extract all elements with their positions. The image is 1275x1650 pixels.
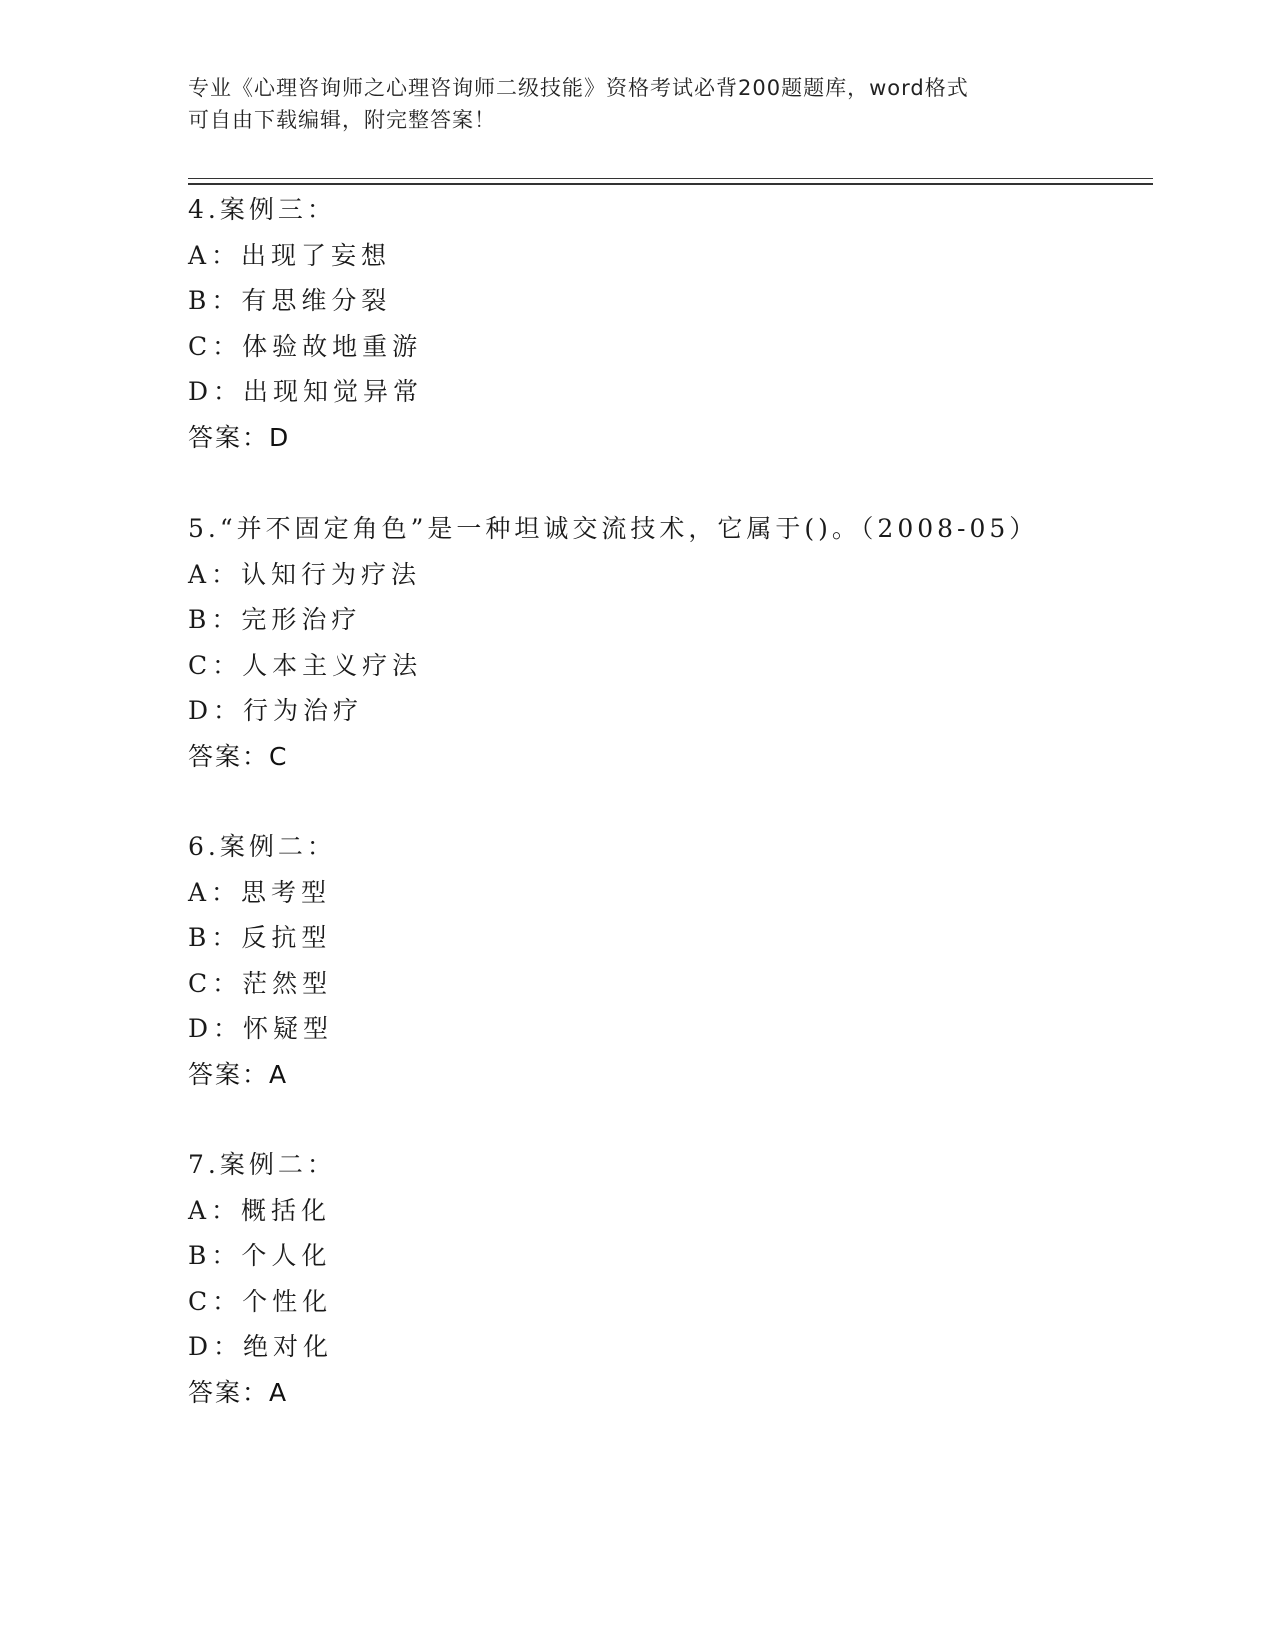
option-c: C：体验故地重游 [188, 331, 423, 361]
option-c: C：茫然型 [188, 968, 333, 998]
option-b: B：完形治疗 [188, 605, 362, 634]
question-stem: 4.案例三： [188, 195, 336, 224]
question-6 [188, 824, 1148, 1097]
option-a: A：思考型 [188, 877, 332, 907]
answer-line: 答案：A [188, 1059, 289, 1089]
question-stem: 7.案例二： [188, 1150, 336, 1179]
option-d: D：绝对化 [188, 1332, 334, 1361]
option-a: A：概括化 [188, 1195, 332, 1225]
option-b: B：有思维分裂 [188, 286, 392, 315]
option-d: D：怀疑型 [188, 1014, 334, 1043]
question-stem: 6.案例二： [188, 832, 336, 861]
header-title-line-1: 专业《心理咨询师之心理咨询师二级技能》资格考试必背200题题库，word格式 [188, 76, 969, 100]
option-d: D：出现知觉异常 [188, 377, 424, 406]
document-header [188, 72, 1088, 136]
option-b: B：个人化 [188, 1241, 332, 1270]
answer-line: 答案：D [188, 422, 291, 452]
question-stem: 5.“并不固定角色”是一种坦诚交流技术，它属于()。（2008-05） [188, 514, 1039, 543]
answer-line: 答案：A [188, 1377, 289, 1407]
answer-line: 答案：C [188, 741, 289, 771]
header-divider-bottom [188, 183, 1153, 185]
header-divider-top [188, 178, 1153, 179]
header-title-line-2: 可自由下载编辑，附完整答案！ [188, 108, 496, 132]
option-c: C：个性化 [188, 1286, 333, 1316]
option-a: A：认知行为疗法 [188, 559, 422, 589]
option-d: D：行为治疗 [188, 696, 364, 725]
option-a: A：出现了妄想 [188, 240, 392, 270]
question-7 [188, 1142, 1148, 1415]
question-4 [188, 187, 1148, 460]
option-c: C：人本主义疗法 [188, 650, 423, 680]
option-b: B：反抗型 [188, 923, 332, 952]
question-5 [188, 506, 1148, 779]
